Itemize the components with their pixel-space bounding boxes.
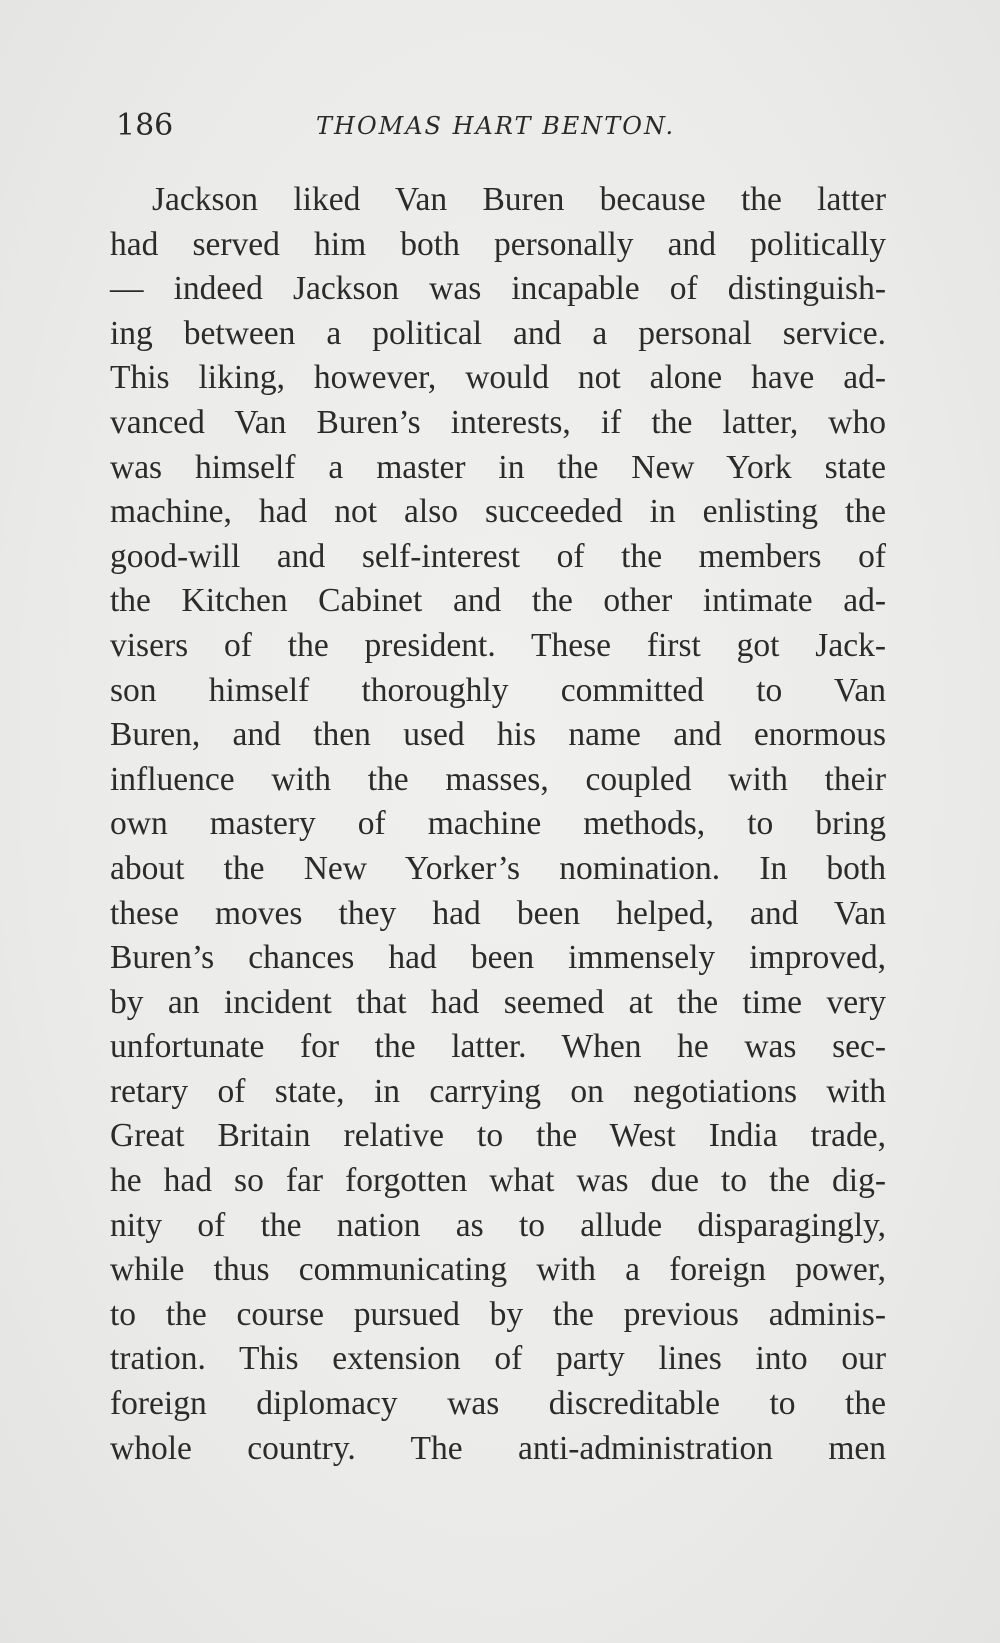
text-line: was himself a master in the New York state (110, 448, 886, 486)
text-line: good-will and self-interest of the members of (110, 537, 886, 575)
text-line: tration. This extension of party lines into our (110, 1340, 886, 1378)
text-line: these moves they had been helped, and Van (110, 894, 886, 932)
text-line: whole country. The anti-administration men (110, 1429, 886, 1467)
text-line: son himself thoroughly committed to Van (110, 671, 886, 709)
text-line: he had so far forgotten what was due to the dig- (110, 1162, 886, 1200)
page-number: 186 (116, 108, 174, 143)
text-line: ing between a political and a personal service. (110, 314, 886, 352)
text-line: Buren’s chances had been immensely improved, (110, 939, 886, 977)
text-line: Buren, and then used his name and enormous (110, 716, 886, 754)
text-line: nity of the nation as to allude disparagingly, (110, 1206, 886, 1244)
text-line: to the course pursued by the previous adminis- (110, 1295, 886, 1333)
text-line: foreign diplomacy was discreditable to the (110, 1385, 886, 1423)
text-line: Great Britain relative to the West India trade, (110, 1117, 886, 1155)
page-header (116, 104, 876, 148)
body-text (110, 178, 886, 1471)
text-line: machine, had not also succeeded in enlisting the (110, 493, 886, 531)
text-line: the Kitchen Cabinet and the other intimate ad- (110, 582, 886, 620)
running-head: THOMAS HART BENTON. (316, 112, 676, 140)
text-line: while thus communicating with a foreign power, (110, 1251, 886, 1289)
text-line: This liking, however, would not alone have ad- (110, 359, 886, 397)
text-line: influence with the masses, coupled with their (110, 760, 886, 798)
text-line: — indeed Jackson was incapable of distinguish- (110, 270, 886, 308)
text-line: about the New Yorker’s nomination. In both (110, 849, 886, 887)
text-line: retary of state, in carrying on negotiations with (110, 1072, 886, 1110)
text-line: had served him both personally and politically (110, 225, 886, 263)
text-line: unfortunate for the latter. When he was sec- (110, 1028, 886, 1066)
text-line: vanced Van Buren’s interests, if the latter, who (110, 403, 886, 441)
text-line: visers of the president. These first got Jack- (110, 626, 886, 664)
text-line: by an incident that had seemed at the time very (110, 983, 886, 1021)
text-line: Jackson liked Van Buren because the latter (152, 181, 886, 218)
text-line: own mastery of machine methods, to bring (110, 805, 886, 843)
